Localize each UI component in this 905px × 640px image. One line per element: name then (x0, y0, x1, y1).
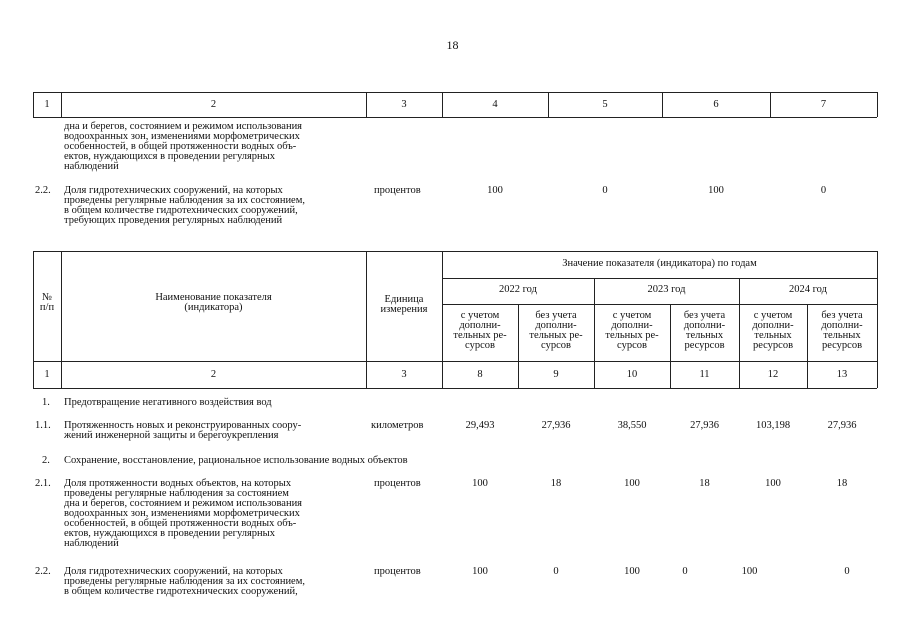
row-value: 0 (820, 185, 827, 196)
row-value: 18 (836, 478, 848, 489)
top-col-2: 2 (210, 99, 217, 110)
top-col-6: 6 (713, 99, 719, 110)
section-number: 2. (42, 455, 50, 466)
row-value: 100 (624, 566, 640, 577)
row-value: 100 (487, 185, 503, 196)
section-number: 1. (42, 397, 50, 408)
row-value: 27,936 (690, 420, 719, 431)
row-unit: километров (371, 420, 424, 431)
sub-without-2023: без учета дополни- тельных ресурсов (683, 310, 726, 351)
num-col-11: 11 (699, 369, 710, 380)
cont-row-text: дна и берегов, состоянием и режимом использования водоохранных зон, изменениями морфометрических особенностей, в общей протяженности водных объ- ектов, нуждающихся в проведении регулярных наблюдений (64, 121, 303, 172)
section-title: Предотвращение негативного воздействия вод (64, 397, 272, 408)
section-title: Сохранение, восстановление, рациональное использование водных объектов (64, 455, 408, 466)
row-value: 27,936 (827, 420, 857, 431)
row-value: 100 (472, 478, 488, 489)
values-header: Значение показателя (индикатора) по годам (562, 258, 757, 269)
num-col-10: 10 (626, 369, 638, 380)
row-text: Доля гидротехнических сооружений, на которых проведены регулярные наблюдения за их состоянием, в общем количестве гидротехнических сооружений, (64, 566, 305, 597)
sub-with-2023: с учетом дополни- тельных ре- сурсов (605, 310, 659, 351)
page-number: 18 (446, 38, 459, 52)
row-text: Доля протяженности водных объектов, на которых проведены регулярные наблюдения за состоянием дна и берегов, состоянием и режимом использования водоохранных зон, изменениями морфометрических особенностей, в общей протяженности водных объ- ектов, нуждающихся в проведении регулярных наблюдений (64, 478, 303, 549)
year-2023: 2023 год (647, 284, 686, 295)
row-value: 0 (553, 566, 559, 577)
row-unit: процентов (374, 478, 421, 489)
row-value: 38,550 (617, 420, 647, 431)
row-value: 100 (765, 478, 781, 489)
num-col-9: 9 (553, 369, 559, 380)
row-unit: процентов (374, 185, 421, 196)
num-col-1: 1 (44, 369, 50, 380)
sub-with-2022: с учетом дополни- тельных ре- сурсов (453, 310, 507, 351)
row-text: Доля гидротехнических сооружений, на которых проведены регулярные наблюдения за их состоянием, в общем количестве гидротехнических сооружений, требующих проведения регулярных наблюдений (64, 185, 305, 226)
top-col-3: 3 (401, 99, 407, 110)
row-value: 100 (624, 478, 640, 489)
row-value: 100 (472, 566, 488, 577)
row-value: 100 (741, 566, 758, 577)
row-number: 2.2. (35, 566, 51, 577)
row-number: 2.1. (35, 478, 51, 489)
row-value: 103,198 (755, 420, 791, 431)
col-number-header: № п/п (39, 292, 55, 313)
row-unit: процентов (374, 566, 421, 577)
num-col-13: 13 (836, 369, 848, 380)
top-col-7: 7 (820, 99, 827, 110)
num-col-8: 8 (477, 369, 483, 380)
row-value: 0 (844, 566, 850, 577)
row-value: 100 (708, 185, 724, 196)
row-value: 0 (682, 566, 688, 577)
sub-without-2024: без учета дополни- тельных ресурсов (821, 310, 863, 351)
top-col-5: 5 (602, 99, 608, 110)
row-value: 27,936 (541, 420, 571, 431)
row-value: 29,493 (465, 420, 495, 431)
num-col-3: 3 (401, 369, 407, 380)
row-value: 18 (550, 478, 562, 489)
num-col-12: 12 (767, 369, 779, 380)
year-2022: 2022 год (499, 284, 537, 295)
row-text: Протяженность новых и реконструированных соору- жений инженерной защиты и берегоукрепления (64, 420, 302, 441)
row-number: 2.2. (35, 185, 51, 196)
row-value: 0 (602, 185, 608, 196)
num-col-2: 2 (210, 369, 217, 380)
col-name-header: Наименование показателя (индикатора) (155, 292, 272, 313)
top-col-1: 1 (44, 99, 50, 110)
year-2024: 2024 год (789, 284, 827, 295)
sub-with-2024: с учетом дополни- тельных ресурсов (752, 310, 794, 351)
col-unit-header: Единица измерения (380, 294, 428, 315)
row-number: 1.1. (35, 420, 51, 431)
row-value: 18 (699, 478, 710, 489)
sub-without-2022: без учета дополни- тельных ре- сурсов (529, 310, 583, 351)
top-col-4: 4 (492, 99, 498, 110)
